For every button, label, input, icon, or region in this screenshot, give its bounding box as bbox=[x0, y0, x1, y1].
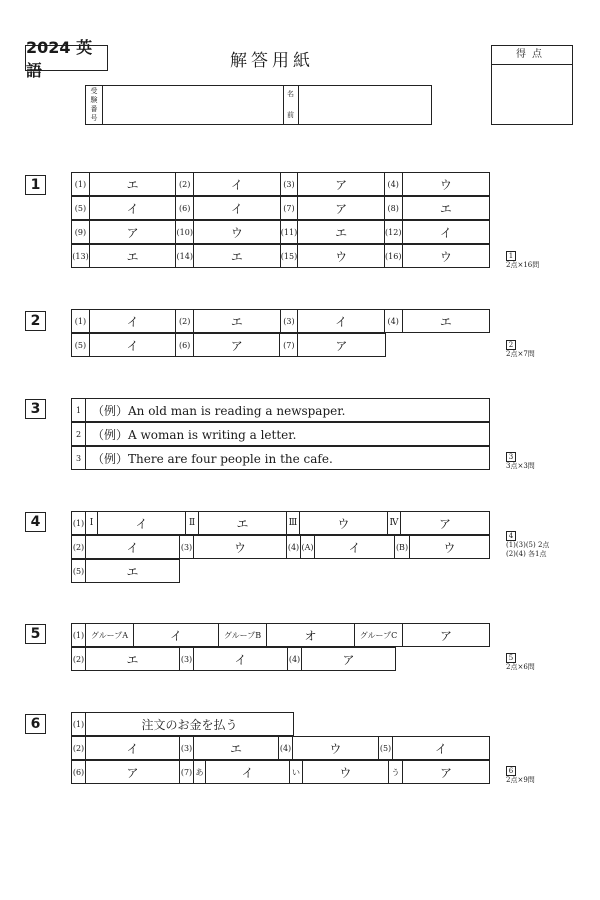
answer-cell[interactable]: ア bbox=[438, 516, 451, 531]
answer-cell[interactable]: イ bbox=[194, 173, 280, 195]
answer-row: (5) イ (6) イ (7) ア (8) エ bbox=[71, 196, 490, 220]
answer-row: (1) Ⅰ イ Ⅱ エ Ⅲ ウ Ⅳ ア bbox=[71, 511, 490, 535]
name-label: 名 前 bbox=[283, 86, 299, 124]
answer-cell[interactable]: イ bbox=[134, 624, 219, 646]
answer-cell[interactable]: ア bbox=[298, 197, 384, 219]
exam-info-box bbox=[85, 85, 432, 125]
answer-row: (2) エ (3) イ (4) ア bbox=[71, 647, 396, 671]
answer-cell[interactable]: ア bbox=[298, 173, 384, 195]
answer-cell[interactable]: イ bbox=[86, 737, 180, 759]
answer-cell[interactable]: イ bbox=[439, 225, 452, 240]
answer-row: 2 （例）A woman is writing a letter. bbox=[71, 422, 490, 446]
subject-label: 2024 英語 bbox=[25, 45, 108, 71]
answer-cell[interactable]: エ bbox=[86, 648, 180, 670]
answer-cell[interactable]: イ bbox=[206, 761, 290, 783]
answer-cell[interactable]: ウ bbox=[293, 737, 379, 759]
answer-row: (1) エ (2) イ (3) ア (4) ウ bbox=[71, 172, 490, 196]
question-2-number: 2 bbox=[25, 311, 46, 331]
answer-cell[interactable]: イ bbox=[315, 536, 395, 558]
answer-cell[interactable]: エ bbox=[126, 564, 139, 579]
page-title: 解答用紙 bbox=[230, 51, 314, 71]
answer-cell[interactable]: ア bbox=[439, 765, 452, 780]
answer-cell[interactable]: ウ bbox=[303, 761, 389, 783]
answer-cell[interactable]: イ bbox=[194, 197, 280, 219]
answer-row: (1) 注文のお金を払う bbox=[71, 712, 294, 736]
answer-sentence[interactable]: （例）An old man is reading a newspaper. bbox=[92, 403, 346, 418]
answer-cell[interactable]: ア bbox=[90, 221, 176, 243]
answer-cell[interactable]: エ bbox=[439, 201, 452, 216]
exam-number-label: 受 験 番 号 bbox=[86, 86, 103, 124]
answer-cell[interactable]: ウ bbox=[298, 245, 384, 267]
answer-row: 1 （例）An old man is reading a newspaper. bbox=[71, 398, 490, 422]
answer-row: (2) イ (3) エ (4) ウ (5) イ bbox=[71, 736, 490, 760]
answer-cell[interactable]: エ bbox=[90, 245, 176, 267]
question-6-number: 6 bbox=[25, 714, 46, 734]
question-6-points: 6 2点×9問 bbox=[506, 767, 535, 784]
answer-cell[interactable]: エ bbox=[298, 221, 384, 243]
answer-cell[interactable]: ウ bbox=[443, 540, 456, 555]
answer-cell[interactable]: ア bbox=[342, 652, 355, 667]
answer-cell[interactable]: エ bbox=[194, 245, 280, 267]
answer-cell[interactable]: エ bbox=[439, 314, 452, 329]
question-3-number: 3 bbox=[25, 399, 46, 419]
exam-number-field[interactable] bbox=[102, 86, 284, 124]
answer-cell[interactable]: エ bbox=[199, 512, 287, 534]
answer-cell[interactable]: イ bbox=[90, 197, 176, 219]
answer-sentence[interactable]: （例）There are four people in the cafe. bbox=[92, 451, 333, 466]
answer-sentence[interactable]: （例）A woman is writing a letter. bbox=[92, 427, 297, 442]
question-1-points: 1 2点×16問 bbox=[506, 252, 540, 269]
answer-row: (1) イ (2) エ (3) イ (4) エ bbox=[71, 309, 490, 333]
answer-cell[interactable]: エ bbox=[194, 310, 280, 332]
question-3-points: 3 3点×3問 bbox=[506, 453, 535, 470]
answer-cell[interactable]: イ bbox=[98, 512, 186, 534]
answer-cell[interactable]: ア bbox=[335, 338, 348, 353]
answer-row: (5) エ bbox=[71, 559, 180, 583]
answer-cell[interactable]: イ bbox=[194, 648, 288, 670]
answer-cell[interactable]: イ bbox=[434, 741, 447, 756]
answer-cell[interactable]: ウ bbox=[439, 177, 452, 192]
answer-cell[interactable]: ウ bbox=[439, 249, 452, 264]
question-1-number: 1 bbox=[25, 175, 46, 195]
answer-cell[interactable]: ア bbox=[439, 628, 452, 643]
answer-row: (13) エ (14) エ (15) ウ (16) ウ bbox=[71, 244, 490, 268]
answer-row: (9) ア (10) ウ (11) エ (12) イ bbox=[71, 220, 490, 244]
answer-cell[interactable]: イ bbox=[86, 536, 180, 558]
question-5-number: 5 bbox=[25, 624, 46, 644]
answer-row: 3 （例）There are four people in the cafe. bbox=[71, 446, 490, 470]
question-5-points: 5 2点×6問 bbox=[506, 654, 535, 671]
answer-cell[interactable]: ウ bbox=[194, 536, 287, 558]
answer-cell[interactable]: オ bbox=[267, 624, 355, 646]
answer-cell[interactable]: ウ bbox=[300, 512, 388, 534]
answer-row: (6) ア (7) あ イ い ウ う ア bbox=[71, 760, 490, 784]
score-box bbox=[491, 45, 573, 125]
score-label: 得点 bbox=[492, 46, 572, 65]
answer-cell[interactable]: ア bbox=[194, 334, 280, 356]
question-4-points: 4 (1)(3)(5) 2点 (2)(4) 各1点 bbox=[506, 532, 550, 558]
question-4-number: 4 bbox=[25, 512, 46, 532]
answer-cell[interactable]: ウ bbox=[194, 221, 280, 243]
answer-row: (1) グループA イ グループB オ グループC ア bbox=[71, 623, 490, 647]
answer-cell[interactable]: ア bbox=[86, 761, 180, 783]
answer-cell[interactable]: イ bbox=[298, 310, 384, 332]
answer-row: (2) イ (3) ウ (4) (A) イ (B) ウ bbox=[71, 535, 490, 559]
answer-cell[interactable]: イ bbox=[90, 310, 176, 332]
answer-row: (5) イ (6) ア (7) ア bbox=[71, 333, 386, 357]
answer-cell[interactable]: エ bbox=[194, 737, 279, 759]
question-2-points: 2 2点×7問 bbox=[506, 341, 535, 358]
answer-cell[interactable]: 注文のお金を払う bbox=[141, 717, 238, 732]
answer-cell[interactable]: イ bbox=[90, 334, 176, 356]
answer-cell[interactable]: エ bbox=[90, 173, 176, 195]
